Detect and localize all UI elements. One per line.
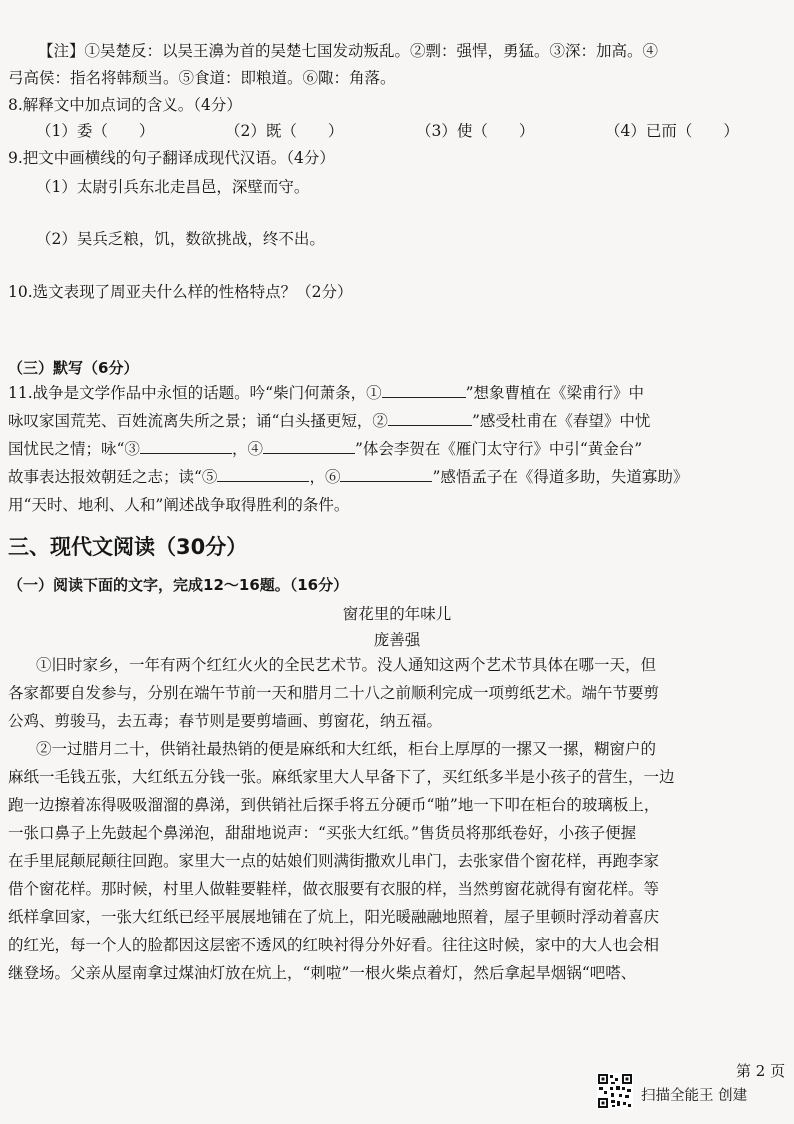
question-9-sentence-1: （1）太尉引兵东北走昌邑，深壁而守。 (36, 178, 310, 196)
qr-code-icon (597, 1073, 633, 1109)
part-3-subheading: （一）阅读下面的文字，完成12～16题。（16分） (8, 576, 349, 594)
blank-5[interactable] (217, 466, 309, 482)
q11-text-2a: 咏叹家国荒芜、百姓流离失所之景；诵“白头搔更短，② (8, 412, 388, 430)
question-8-item-4: （4）已而（ ） (605, 122, 739, 140)
passage-line: 继登场。父亲从屋南拿过煤油灯放在炕上，“刺啦”一根火柴点着灯，然后拿起旱烟锅“吧嗒、 (8, 964, 637, 982)
blank-2[interactable] (388, 410, 472, 426)
question-8-title: 8.解释文中加点词的含义。（4分） (8, 96, 242, 114)
passage-title: 窗花里的年味儿 (342, 605, 452, 623)
passage-line: 跑一边擦着冻得吸吸溜溜的鼻涕，到供销社后探手将五分硬币“啪”地一下叩在柜台的玻璃板上， (8, 796, 660, 814)
passage-line: 各家都要自发参与，分别在端午节前一天和腊月二十八之前顺利完成一项剪纸艺术。端午节要剪 (8, 684, 660, 702)
q11-text-1b: ”想象曹植在《梁甫行》中 (465, 384, 645, 402)
note-line-1: 【注】①吴楚反：以吴王濞为首的吴楚七国发动叛乱。②剽：强悍，勇猛。③深：加高。④ (38, 42, 659, 60)
q11-text-3c: ”体会李贺在《雁门太守行》中引“黄金台” (354, 440, 643, 458)
question-8-item-2: （2）既（ ） (225, 122, 344, 140)
blank-3[interactable] (140, 438, 232, 454)
q11-text-2b: ”感受杜甫在《春望》中忧 (471, 412, 651, 430)
dictation-heading: （三）默写（6分） (8, 359, 139, 377)
part-3-heading: 三、现代文阅读（30分） (8, 535, 248, 559)
question-8-item-1: （1）委（ ） (36, 122, 155, 140)
q11-text-4b: ，⑥ (309, 468, 341, 486)
passage-line: 一张口鼻子上先鼓起个鼻涕泡，甜甜地说声：“买张大红纸。”售货员将那纸卷好，小孩子便握 (8, 824, 637, 842)
question-11-line-1 (8, 382, 644, 404)
q11-text-3a: 国忧民之情；咏“③ (8, 440, 140, 458)
note-line-2: 弓高侯：指名将韩颓当。⑤食道：即粮道。⑥陬：角落。 (8, 69, 396, 87)
passage-line: 纸样拿回家，一张大红纸已经平展展地铺在了炕上，阳光暖融融地照着，屋子里顿时浮动着喜庆 (8, 908, 660, 926)
passage-line: ①旧时家乡，一年有两个红红火火的全民艺术节。没人通知这两个艺术节具体在哪一天，但 (36, 656, 657, 674)
q11-text-1a: 11.战争是文学作品中永恒的话题。吟“柴门何萧条，① (8, 384, 382, 402)
passage-line: ②一过腊月二十，供销社最热销的便是麻纸和大红纸，柜台上厚厚的一摞又一摞，糊窗户的 (36, 740, 657, 758)
passage-author: 庞善强 (373, 631, 421, 649)
passage-line: 的红光，每一个人的脸都因这层密不透风的红映衬得分外好看。往往这时候，家中的大人也会相 (8, 936, 660, 954)
passage-line: 麻纸一毛钱五张，大红纸五分钱一张。麻纸家里大人早备下了，买红纸多半是小孩子的营生，一边 (8, 768, 675, 786)
question-11-line-4 (8, 466, 688, 488)
q11-text-4c: ”感悟孟子在《得道多助，失道寡助》 (432, 468, 689, 486)
question-10-title: 10.选文表现了周亚夫什么样的性格特点？（2分） (8, 283, 353, 301)
passage-line: 在手里屁颠屁颠往回跑。家里大一点的姑娘们则满街撒欢儿串门，去张家借个窗花样，再跑李家 (8, 852, 660, 870)
passage-line: 公鸡、剪骏马，去五毒；春节则是要剪墙画、剪窗花，纳五福。 (8, 712, 443, 730)
question-11-line-3 (8, 438, 642, 460)
page-number: 第 2 页 (736, 1062, 786, 1080)
question-11-line-5: 用“天时、地利、人和”阐述战争取得胜利的条件。 (8, 496, 350, 514)
question-8-item-3: （3）使（ ） (416, 122, 535, 140)
question-11-line-2 (8, 410, 650, 432)
q11-text-3b: ，④ (231, 440, 263, 458)
q11-text-4a: 故事表达报效朝廷之志；读“⑤ (8, 468, 218, 486)
question-9-title: 9.把文中画横线的句子翻译成现代汉语。（4分） (8, 149, 335, 167)
blank-6[interactable] (340, 466, 432, 482)
passage-line: 借个窗花样。那时候，村里人做鞋要鞋样，做衣服要有衣服的样，当然剪窗花就得有窗花样。等 (8, 880, 660, 898)
blank-4[interactable] (263, 438, 355, 454)
question-9-sentence-2: （2）吴兵乏粮，饥，数欲挑战，终不出。 (36, 230, 325, 248)
scanner-brand: 扫描全能王 创建 (641, 1088, 748, 1104)
blank-1[interactable] (382, 382, 466, 398)
